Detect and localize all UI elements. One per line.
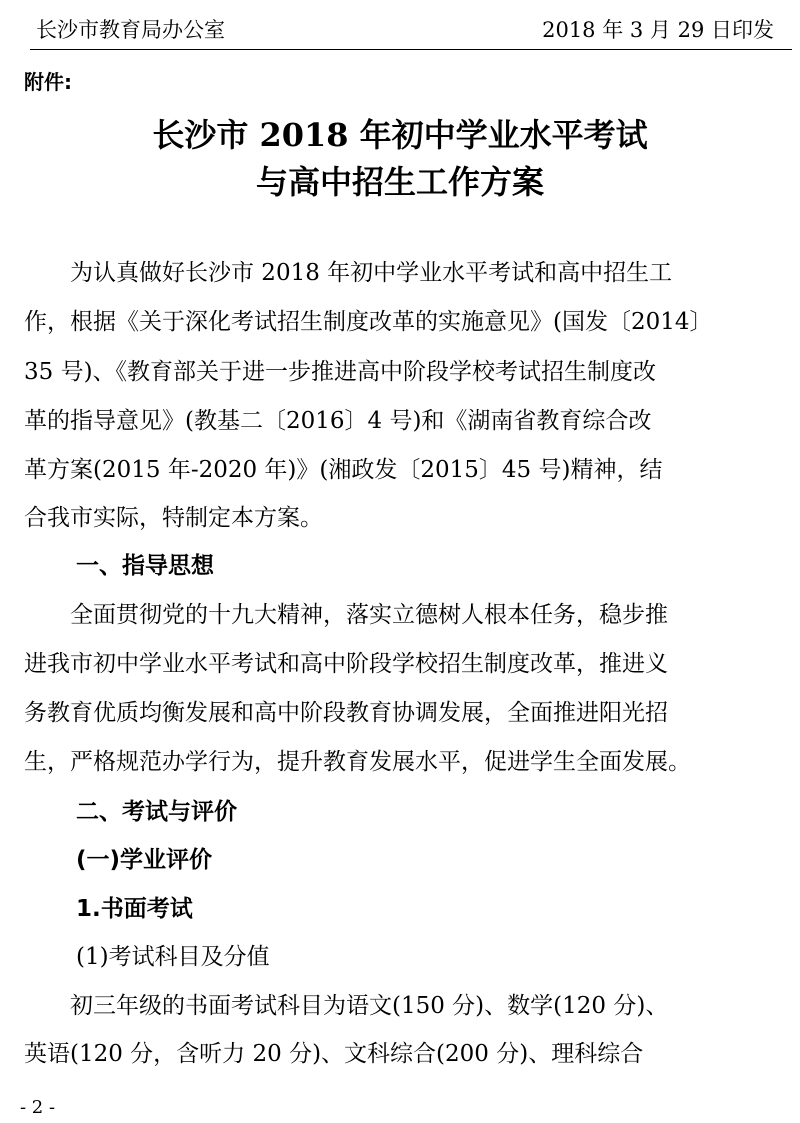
paragraph-line: 全面贯彻党的十九大精神，落实立德树人根本任务，稳步推 bbox=[70, 602, 668, 628]
intro-line: 合我市实际，特制定本方案。 bbox=[24, 505, 323, 531]
paragraph-line: 生，严格规范办学行为，提升教育发展水平，促进学生全面发展。 bbox=[24, 749, 691, 775]
document-title-line-1: 长沙市 2018 年初中学业水平考试 bbox=[152, 116, 648, 154]
issuance-header bbox=[0, 0, 800, 50]
subsection-heading-written-exam: 1.书面考试 bbox=[76, 896, 193, 922]
intro-line: 革方案(2015 年-2020 年)》(湘政发〔2015〕45 号)精神，结 bbox=[24, 457, 663, 483]
header-rule bbox=[30, 49, 792, 50]
attachment-label: 附件: bbox=[24, 70, 72, 94]
issuer-name: 长沙市教育局办公室 bbox=[36, 18, 225, 42]
intro-line: 革的指导意见》(教基二〔2016〕4 号)和《湖南省教育综合改 bbox=[24, 408, 652, 434]
intro-line: 35 号)、《教育部关于进一步推进高中阶段学校考试招生制度改 bbox=[24, 359, 657, 385]
paragraph-line: 英语(120 分，含听力 20 分)、文科综合(200 分)、理科综合 bbox=[24, 1041, 644, 1067]
paragraph-line: 初三年级的书面考试科目为语文(150 分)、数学(120 分)、 bbox=[70, 993, 669, 1019]
section-heading-exam-evaluation: 二、考试与评价 bbox=[76, 799, 237, 825]
issue-date: 2018 年 3 月 29 日印发 bbox=[542, 18, 774, 42]
intro-line: 为认真做好长沙市 2018 年初中学业水平考试和高中招生工 bbox=[70, 260, 673, 286]
page-number: - 2 - bbox=[20, 1097, 56, 1118]
subsection-heading-academic-evaluation: (一)学业评价 bbox=[76, 847, 213, 873]
section-heading-guiding-ideology: 一、指导思想 bbox=[76, 553, 214, 579]
paragraph-line: 务教育优质均衡发展和高中阶段教育协调发展，全面推进阳光招 bbox=[24, 700, 668, 726]
intro-line: 作，根据《关于深化考试招生制度改革的实施意见》(国发〔2014〕 bbox=[24, 309, 713, 335]
document-title-line-2: 与高中招生工作方案 bbox=[255, 163, 544, 201]
paragraph-line: 进我市初中学业水平考试和高中阶段学校招生制度改革，推进义 bbox=[24, 651, 668, 677]
subsection-heading-subjects-scores: (1)考试科目及分值 bbox=[76, 944, 270, 970]
